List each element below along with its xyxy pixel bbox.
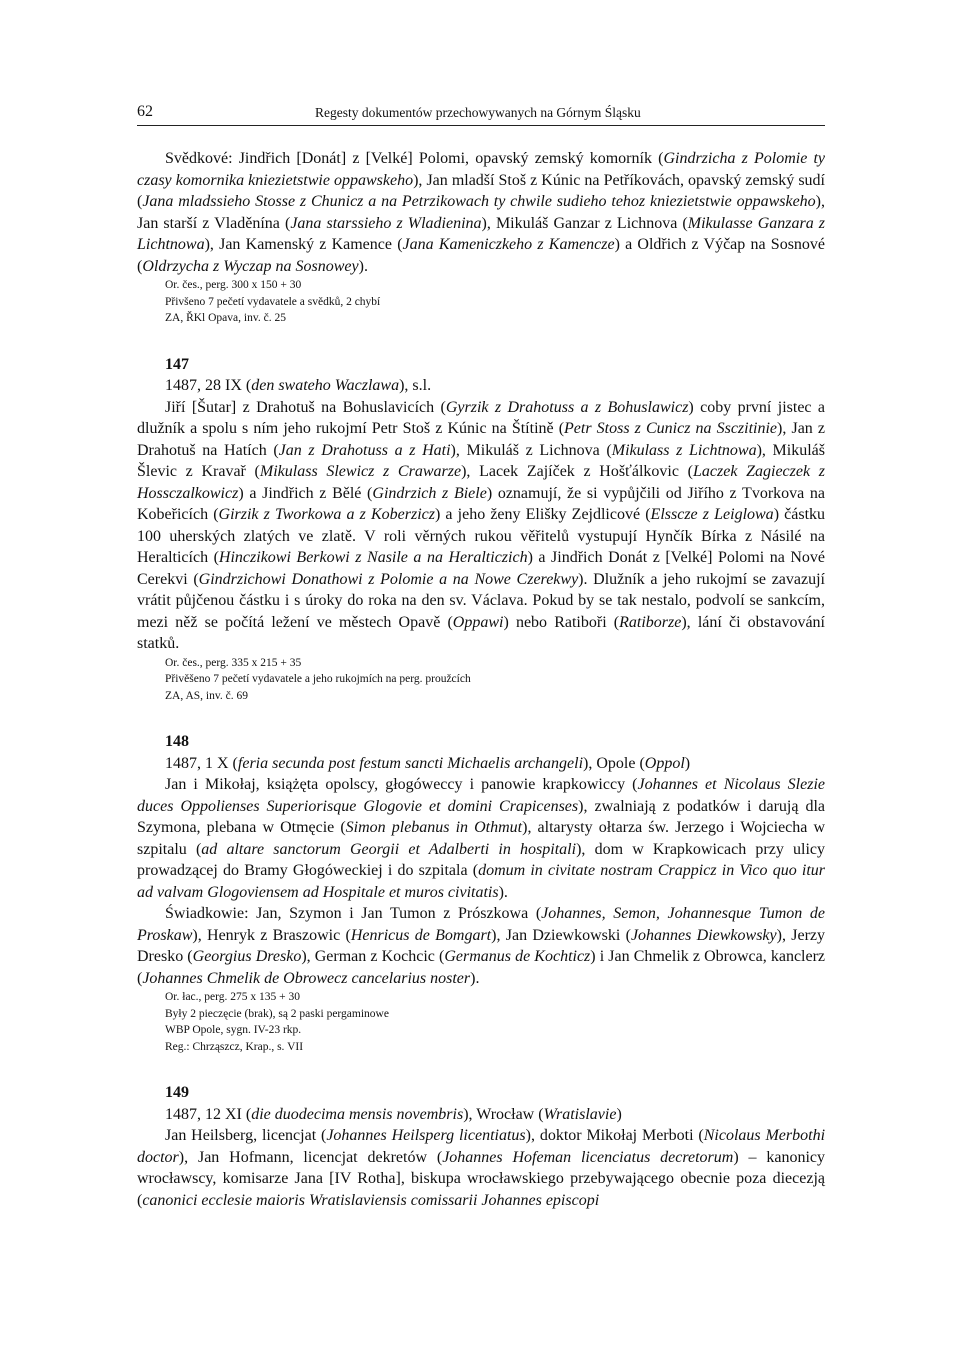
note-line: Były 2 pieczęcie (brak), są 2 paski pergaminowe: [165, 1007, 389, 1020]
intro-section: [137, 148, 825, 327]
intro-notes: [165, 277, 825, 327]
latin-quote: Petr Stoss z Cunicz na Ssczitinie: [564, 420, 778, 437]
note-line: Přivěšeno 7 pečetí vydavatele a jeho rukojmích na perg. proužcích: [165, 673, 471, 685]
note-line: ZA, ŘKl Opava, inv. č. 25: [165, 312, 286, 324]
latin-quote: Johannes Diewkowsky: [630, 926, 777, 944]
entry-number: 147: [165, 355, 189, 373]
latin-quote: Gindrzich z Biele: [372, 484, 487, 502]
latin-quote: Johannes Heilsperg licentiatus: [326, 1127, 526, 1144]
latin-quote: Jana Kameniczkeho z Kamencze: [402, 236, 615, 253]
latin-quote: die duodecima mensis novembris: [251, 1105, 464, 1123]
latin-quote: Hinczikowi Berkowi z Nasile a na Heralticzich: [218, 549, 528, 566]
entry-149: [137, 1082, 825, 1211]
latin-quote: Johannes et Nicolaus Slezie duces Oppolienses Superiorisque Glogovie et domini Crapicenses: [137, 776, 826, 815]
latin-quote: Oppol: [644, 754, 685, 772]
running-title: Regesty dokumentów przechowywanych na Górnym Śląsku: [315, 105, 641, 120]
entry-number: 148: [165, 733, 189, 750]
note-line: ZA, AS, inv. č. 69: [165, 689, 248, 702]
latin-quote: ad altare sanctorum Georgii et Adalberti in hospitali: [201, 840, 577, 858]
latin-quote: Oldrzycha z Wyczap na Sosnowey: [142, 257, 359, 275]
latin-quote: Jan z Drahotuss a z Hati: [278, 441, 451, 459]
entry-paragraph: Jan Heilsberg, licencjat (Johannes Heilsperg licentiatus), doktor Mikołaj Merboti (Nicolaus Merbothi doctor), Jan Hofmann, licencjat dekretów (Johannes Hofeman licenciatus decretorum) – kanonicy wrocławscy, komisarze Jana [IV Rotha], biskupa wrocławskiego przebywającego obecnie poza diecezją (canonici ecclesie maioris Wratislaviensis comissarii Johannes episcopi: [137, 1127, 826, 1209]
latin-quote: Johannes Hofeman licenciatus decretorum: [442, 1148, 734, 1166]
entry-number: 149: [165, 1084, 189, 1101]
latin-quote: Ratiborze: [619, 613, 682, 631]
latin-quote: Elsscze z Leiglowa: [650, 506, 774, 523]
latin-quote: Germanus de Kochticz: [444, 948, 591, 965]
entry-148: [137, 731, 825, 1055]
entry-notes: [165, 989, 825, 1055]
page-header: [137, 103, 825, 126]
latin-quote: Gindrzicha z Polomie ty czasy komornika kniezietstwie oppawskeho: [137, 150, 825, 189]
latin-quote: Johannes, Semon, Johannesque Tumon de Proskaw: [137, 905, 825, 944]
latin-quote: Gindrzichowi Donathowi z Polomie a na Nowe Czerekwy: [198, 570, 579, 588]
latin-quote: Johannes Chmelik de Obrowecz cancelarius noster: [142, 969, 471, 987]
latin-quote: Henricus de Bomgart: [350, 926, 492, 944]
entry-date: 1487, 12 XI (die duodecima mensis novembris), Wrocław (Wratislavie): [165, 1105, 622, 1123]
latin-quote: Mikulasse Ganzara z Lichtnowa: [137, 214, 826, 253]
latin-quote: Laczek Zagieczek z Hossczalkowicz: [137, 463, 825, 502]
intro-paragraph: Svědkové: Jindřich [Donát] z [Velké] Polomi, opavský zemský komorník (Gindrzicha z Polomie ty czasy komornika kniezietstwie oppawskeho), Jan mladší Stoš z Kúnic na Petříkovách, opavský zemský sudí (Jana mladssieho Stosse z Chunicz a na Petrzikowach ty chwile sudieho tehoz kniezietstwie oppawskeho), Jan starší z Vladěnína (Jana starssieho z Wladienina), Mikuláš Ganzar z Lichnova (Mikulasse Ganzara z Lichtnowa), Jan Kamenský z Kamence (Jana Kameniczkeho z Kamencze) a Oldřich z Výčap na Sosnové (Oldrzycha z Wyczap na Sosnowey).: [137, 150, 826, 275]
entry-date: 1487, 28 IX (den swateho Waczlawa), s.l.: [165, 377, 432, 394]
latin-quote: Wratislavie: [543, 1105, 617, 1123]
document-body: [137, 148, 825, 1211]
note-line: Or. čes., perg. 300 x 150 + 30: [165, 279, 302, 291]
note-line: Přivšeno 7 pečetí vydavatele a svědků, 2 chybí: [165, 295, 381, 308]
note-line: WBP Opole, sygn. IV-23 rkp.: [165, 1024, 302, 1036]
latin-quote: Mikulass Slewicz z Crawarze: [259, 463, 462, 480]
entry-147: [137, 354, 825, 705]
latin-quote: canonici ecclesie maioris Wratislaviensis comissarii Johannes episcopi: [142, 1191, 600, 1209]
latin-quote: Mikulass z Lichtnowa: [611, 441, 757, 459]
latin-quote: Georgius Dresko: [192, 948, 302, 965]
note-line: Or. łac., perg. 275 x 135 + 30: [165, 991, 300, 1003]
latin-quote: den swateho Waczlawa: [251, 377, 400, 394]
latin-quote: domum in civitate nostram Crappicz in Vico quo itur ad valvam Glogoviensem ad Hospitale et muros civitatis: [137, 862, 825, 901]
latin-quote: Oppawi: [452, 613, 504, 631]
page-number: 62: [137, 103, 153, 120]
latin-quote: Gyrzik z Drahotuss a z Bohuslawicz: [445, 398, 689, 416]
latin-quote: feria secunda post festum sancti Michaelis archangeli: [237, 754, 584, 772]
note-line: Or. čes., perg. 335 x 215 + 35: [165, 656, 302, 669]
entry-date: 1487, 1 X (feria secunda post festum sancti Michaelis archangeli), Opole (Oppol): [165, 754, 691, 772]
latin-quote: Simon plebanus in Othmut: [345, 819, 523, 836]
latin-quote: Girzik z Tworkowa a z Koberzicz: [218, 506, 435, 523]
latin-quote: Jana mladssieho Stosse z Chunicz a na Petrzikowach ty chwile sudieho tehoz kniezietstwie oppawskeho: [142, 193, 816, 210]
entry-notes: [165, 655, 825, 705]
entry-paragraph-witnesses: Świadkowie: Jan, Szymon i Jan Tumon z Prószkowa (Johannes, Semon, Johannesque Tumon de Proskaw), Henryk z Braszowic (Henricus de Bomgart), Jan Dziewkowski (Johannes Diewkowsky), Jerzy Dresko (Georgius Dresko), German z Kochcic (Germanus de Kochticz) i Jan Chmelik z Obrowca, kanclerz (Johannes Chmelik de Obrowecz cancelarius noster).: [137, 905, 826, 987]
entry-paragraph: Jiří [Šutar] z Drahotuš na Bohuslavicích (Gyrzik z Drahotuss a z Bohuslawicz) coby první jistec a dlužník a spolu s ním jeho rukojmí Petr Stoš z Kúnic na Štítině (Petr Stoss z Cunicz na Ssczitinie), Jan z Drahotuš na Hatích (Jan z Drahotuss a z Hati), Mikuláš z Lichnova (Mikulass z Lichtnowa), Mikuláš Šlevic z Kravař (Mikulass Slewicz z Crawarze), Lacek Zajíček z Hošťálkovic (Laczek Zagieczek z Hossczalkowicz) a Jindřich z Bělé (Gindrzich z Biele) oznamují, že si vypůjčili od Jiřího z Tvorkova na Kobeřicích (Girzik z Tworkowa a z Koberzicz) a jeho ženy Elišky Zejdlicové (Elsscze z Leiglowa) částku 100 uherských zlatých ve zlatě. V roli věrných rukou věřitelů vystupují Hynčík Bírka z Násilé na Heralticích (Hinczikowi Berkowi z Nasile a na Heralticzich) a Jindřich Donát z [Velké] Polomi na Nové Cerekvi (Gindrzichowi Donathowi z Polomie a na Nowe Czerekwy). Dlužník a jeho rukojmí se zavazují vrátit půjčenou částku i s úroky do roka na den sv. Václava. Pokud by se tak nestalo, podvolí se sankcím, mezi něž se počítá ležení ve městech Opavě (Oppawi) nebo Ratiboři (Ratiborze), lání či obstavování statků.: [137, 398, 826, 652]
latin-quote: Jana starssieho z Wladienina: [290, 214, 482, 232]
note-line: Reg.: Chrząszcz, Krap., s. VII: [165, 1040, 304, 1053]
latin-quote: Nicolaus Merbothi doctor: [137, 1127, 826, 1166]
entry-paragraph: Jan i Mikołaj, książęta opolscy, głogóweccy i panowie krapkowiccy (Johannes et Nicolaus Slezie duces Oppolienses Superiorisque Glogovie et domini Crapicenses), zwalniają z podatków i darują dla Szymona, plebana w Otmęcie (Simon plebanus in Othmut), altarysty ołtarza św. Jerzego i Wojciecha w szpitalu (ad altare sanctorum Georgii et Adalberti in hospitali), dom w Krapkowicach przy ulicy prowadzącej do Bramy Głogóweckiej i do szpitala (domum in civitate nostram Crappicz in Vico quo itur ad valvam Glogoviensem ad Hospitale et muros civitatis).: [137, 776, 826, 901]
